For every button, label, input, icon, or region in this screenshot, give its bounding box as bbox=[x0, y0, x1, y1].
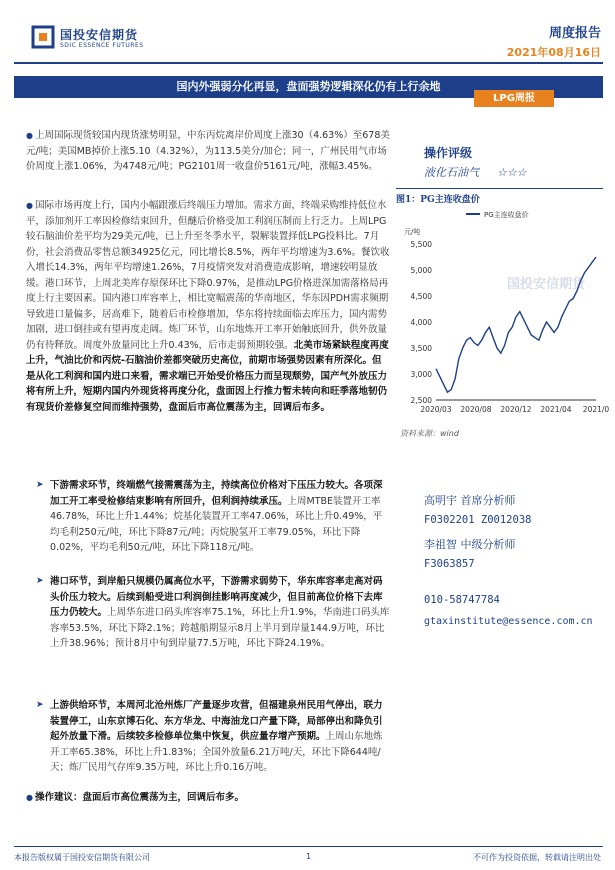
operation-advice: ● 操作建议：盘面后市高位震荡为主，回调后布多。 bbox=[26, 792, 244, 803]
bullet-icon: ● bbox=[26, 793, 33, 802]
footer-divider bbox=[14, 846, 603, 847]
logo-name: 国投安信期货 bbox=[60, 28, 139, 42]
headline-banner: 国内外强弱分化再显，盘面强势逻辑深化仍有上行余地 bbox=[14, 76, 603, 98]
section-demand: ➤ 下游需求环节，终端燃气接需震荡为主，持续高位价格对下压压力较大。各项深加工开工率受检修结束影响有所回升，但利润持续承压。上周MTBE装置开工率46.78%，环比上升1.44%；烷基化装置开工率47.06%，环比上升0.49%，平均毛利250元/吨，环比下降87元/吨；丙烷脱氢开工率79.05%，环比下降0.02%，平均毛利50元/吨，环比下降118元/吨。 bbox=[36, 480, 383, 553]
bullet-icon: ● bbox=[26, 201, 33, 210]
x-tick-label: 2020/12 bbox=[500, 405, 532, 414]
y-tick-label: 5,000 bbox=[410, 266, 432, 275]
bullet-icon: ● bbox=[26, 131, 33, 140]
x-tick-label: 2020/03 bbox=[420, 405, 452, 414]
section-port: ➤ 港口环节，到岸船只规模仍属高位水平，下游需求弱势下，华东库容率走高对码头价压力较大。后续到船受进口利润倒挂影响再度减少，但目前高位价格下去库压力仍较大。上周华东进口码头库容率75.1%，环比上升1.9%，华南进口码头库容率53.5%，环比下降2.1%；跨越船期显示8月上半月到岸量144.9万吨，环比上升38.96%；预计8月中旬到岸量77.5万吨，环比下降24.19%。 bbox=[36, 576, 390, 649]
report-tag: LPG周报 bbox=[474, 90, 554, 107]
y-unit-label: 元/吨 bbox=[404, 228, 421, 236]
logo-icon bbox=[32, 26, 54, 48]
y-tick-label: 5,500 bbox=[410, 240, 432, 249]
arrow-icon: ➤ bbox=[36, 700, 44, 710]
rating-title: 操作评级 bbox=[424, 146, 473, 160]
page-number: 1 bbox=[306, 852, 312, 861]
report-type: 周度报告 bbox=[548, 26, 601, 41]
y-tick-label: 3,000 bbox=[410, 370, 432, 379]
x-tick-label: 2020/08 bbox=[460, 405, 492, 414]
y-tick-label: 4,000 bbox=[410, 318, 432, 327]
y-tick-label: 2,500 bbox=[410, 396, 432, 405]
analyst-1: 高明宇 首席分析师 bbox=[424, 494, 516, 507]
rating-stars: ☆☆☆ bbox=[497, 166, 527, 179]
report-date: 2021年08月16日 bbox=[506, 46, 601, 59]
paragraph-2: ● 国际市场再度上行，国内小幅跟涨后终端压力增加。需求方面，终端采购维持低位水平，添加剂开工率因检修结束回升，但醚后价格受加工利润压制而上行乏力。上周LPG较石脑油价差平均为29美元/吨，已上升至冬季水平，裂解装置择低LPG投料比。7月份，社会消费品零售总额34925亿元，同比增长8.5%，两年平均增速为3.6%。餐饮收入增长14.3%，两年平均增速1.26%，7月疫情突发对消费造成影响，增速较明显放缓。港口环节，上周北美库存原保环比下降0.97%，是推动LPG价格进深加需落格局再度上行主要因素。国内港口库容率上，相比宽幅震荡的华南地区，华东因PDH需求频期导致进口量偏多，居高难下，随着后市检修增加，华东将持续面临去库压力，国内需势加剧，进口倒挂或有望再度走阔。炼厂环节，山东地炼开工率开始触底回升，供外放量仍有待释放。周度外放量同比上升0.43%，后市走弱预期较强。北美市场紧缺程度再度上升，气油比价和丙烷-石脑油价差都突破历史高位，前期市场强势因素有所深化。但是从化工利润和国内进口来看，需求端已开始受价格压力而呈现颓势，国产气外放压力将有所上升，短期内国内外现货将再度分化，盘面因上行推力暂未转向和旺季落地韧仍有现货价差修复空间而维持强势，盘面后市高位震荡为主，回调后布多。 bbox=[26, 200, 390, 413]
price-chart bbox=[396, 204, 610, 426]
analyst-2: 李祖智 中级分析师 bbox=[424, 538, 516, 551]
footer-copyright: 本报告版权属于国投安信期货有限公司 bbox=[14, 853, 150, 862]
x-tick-label: 2021/04 bbox=[540, 405, 572, 414]
analyst-2-id: F3063857 bbox=[424, 558, 475, 570]
chart-source: 资料来源：wind bbox=[400, 429, 459, 438]
watermark: 国投安信期货 bbox=[506, 277, 586, 292]
legend-label: PG主连收盘价 bbox=[484, 211, 529, 219]
analyst-1-id: F0302201 Z0012038 bbox=[424, 514, 532, 526]
header-divider bbox=[14, 62, 603, 64]
paragraph-1: ● 上周国际现货较国内现货涨势明显，中东丙烷离岸价周度上涨30（4.63%）至678美元/吨；美国MB掉价上涨5.10（4.32%），为113.5美分/加仑；同一，广州民用气市场价周度上涨1.06%，为4748元/吨；PG2101周一收盘价5161元/吨，涨幅3.45%。 bbox=[26, 130, 390, 172]
section-supply: ➤ 上游供给环节，本周河北沧州炼厂产量逐步攻营，但福建泉州民用气停出，联力装置停工，山东京博石化、东方华龙、中海油龙口产量下降，局部停出和降负引起外放量下滑。后续较多检修单位集中恢复，供应量存增产预期。上周山东地炼开工率65.38%，环比上升1.83%；全国外放量6.21万吨/天，环比下降644吨/天；炼厂民用气存库9.35万吨，环比上升0.16万吨。 bbox=[36, 700, 383, 773]
contact-email[interactable]: gtaxinstitute@essence.com.cn bbox=[424, 616, 593, 627]
y-tick-label: 4,500 bbox=[410, 292, 432, 301]
y-tick-label: 3,500 bbox=[410, 344, 432, 353]
contact-phone: 010-58747784 bbox=[424, 594, 500, 606]
arrow-icon: ➤ bbox=[36, 480, 44, 490]
arrow-icon: ➤ bbox=[36, 576, 44, 586]
rating-item: 液化石油气 ☆☆☆ bbox=[424, 166, 527, 179]
footer-disclaimer: 不可作为投资依据，转载请注明出处 bbox=[473, 853, 601, 862]
logo-english: SDIC ESSENCE FUTURES bbox=[60, 42, 144, 49]
x-tick-label: 2021/0 bbox=[582, 405, 610, 414]
chart-title: 图1：PG主连收盘价 bbox=[396, 188, 603, 205]
